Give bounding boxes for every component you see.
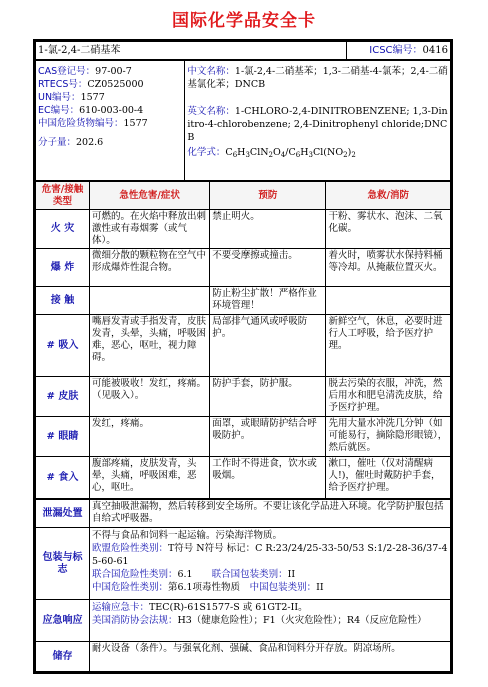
handling-table bbox=[35, 499, 451, 672]
col-first-aid: 急救/消防 bbox=[326, 182, 451, 210]
table-row: # 眼睛 发红，疼痛。 面罩，或眼睛防护结合呼吸防护。 先用大量水冲洗几分钟（如可能易行，摘除隐形眼镜），然后就医。 bbox=[36, 417, 451, 457]
table-row: 火 灾 可燃的。在火焰中释放出刺激性或有毒烟雾（或气体）。 禁止明火。 干粉、雾状水、泡沫、二氧化碳。 bbox=[36, 210, 451, 249]
col-hazard-type: 危害/接触类型 bbox=[36, 182, 90, 210]
chemical-name: 1-氯-2,4-二硝基苯 bbox=[36, 42, 347, 60]
leak-row: 泄漏处置 真空抽吸泄漏物，然后转移到安全场所。不要让该化学品进入环境。化学防护服包括自给式呼吸器。 bbox=[36, 500, 451, 528]
hazard-table bbox=[35, 181, 451, 499]
identifiers: CAS登记号：97-00-7 RTECS号：CZ0525000 UN编号：1577 EC编号：610-003-00-4 中国危险货物编号：1577 分子量：202.6 bbox=[36, 61, 185, 181]
header-table bbox=[35, 41, 451, 60]
pack-row: 包装与标志 不得与食品和饲料一起运输。污染海洋物质。 欧盟危险性类别：T符号 N符号 标记：C R:23/24/25-33-50/53 S:1/2-28-36/37-45-60-61 联合国危险性类别：6.1 联合国包装类别：II 中国危险性类别：第6.1项毒性物质 中国包装类别：II bbox=[36, 528, 451, 600]
icsc-number: ICSC编号：0416 bbox=[347, 42, 451, 60]
table-row: # 皮肤 可能被吸收！发红，疼痛。（见吸入）。 防护手套，防护服。 脱去污染的衣服，冲洗，然后用水和肥皂清洗皮肤，给予医疗护理。 bbox=[36, 377, 451, 417]
formula: 化学式：$C_6H_3ClN_2O_4/C_6H_3Cl(NO_2)_2$ bbox=[187, 147, 356, 159]
card-title: 国际化学品安全卡 bbox=[172, 11, 316, 31]
table-row: # 吸入 嘴唇发青或手指发青，皮肤发青，头晕，头痛，呼吸困难，恶心，呕吐，视力障碍。 局部排气通风或呼吸防护。 新鲜空气，休息，必要时进行人工呼吸，给予医疗护理。 bbox=[36, 315, 451, 377]
safety-card bbox=[33, 39, 453, 674]
storage-row: 储存 耐火设备（条件）。与强氧化剂、强碱、食品和饲料分开存放。阴凉场所。 bbox=[36, 642, 451, 672]
names-block: 中文名称：1-氯-2,4-二硝基苯；1,3-二硝基-4-氯苯；2,4-二硝基氯化苯；DNCB 英文名称：1-CHLORO-2,4-DINITROBENZENE; 1,3-Dinitro-4-chlorobenzene; 2,4-Dinitrophenyl chloride;DNCB 化学式：$C_6H_3ClN_2O_4/C_6H_3Cl(NO_2)_2$ bbox=[185, 61, 451, 181]
col-acute-hazard: 急性危害/症状 bbox=[89, 182, 209, 210]
id-table bbox=[35, 60, 451, 181]
col-prevention: 预防 bbox=[210, 182, 326, 210]
table-row: 爆 炸 微细分散的颗粒物在空气中形成爆炸性混合物。 不要受摩擦或撞击。 着火时，喷雾状水保持料桶等冷却。从掩蔽位置灭火。 bbox=[36, 249, 451, 287]
table-row: # 食入 腹部疼痛，皮肤发青，头晕，头痛，呼吸困难，恶心，呕吐。 工作时不得进食，饮水或吸烟。 漱口，催吐（仅对清醒病人!)，催吐时戴防护手套，给予医疗护理。 bbox=[36, 457, 451, 499]
table-row: 接 触 防止粉尘扩散！严格作业环境管理！ bbox=[36, 287, 451, 315]
emergency-row: 应急响应 运输应急卡：TEC(R)-61S1577-S 或 61GT2-II。 美国消防协会法规：H3（健康危险性）；F1（火灾危险性）；R4（反应危险性） bbox=[36, 600, 451, 642]
